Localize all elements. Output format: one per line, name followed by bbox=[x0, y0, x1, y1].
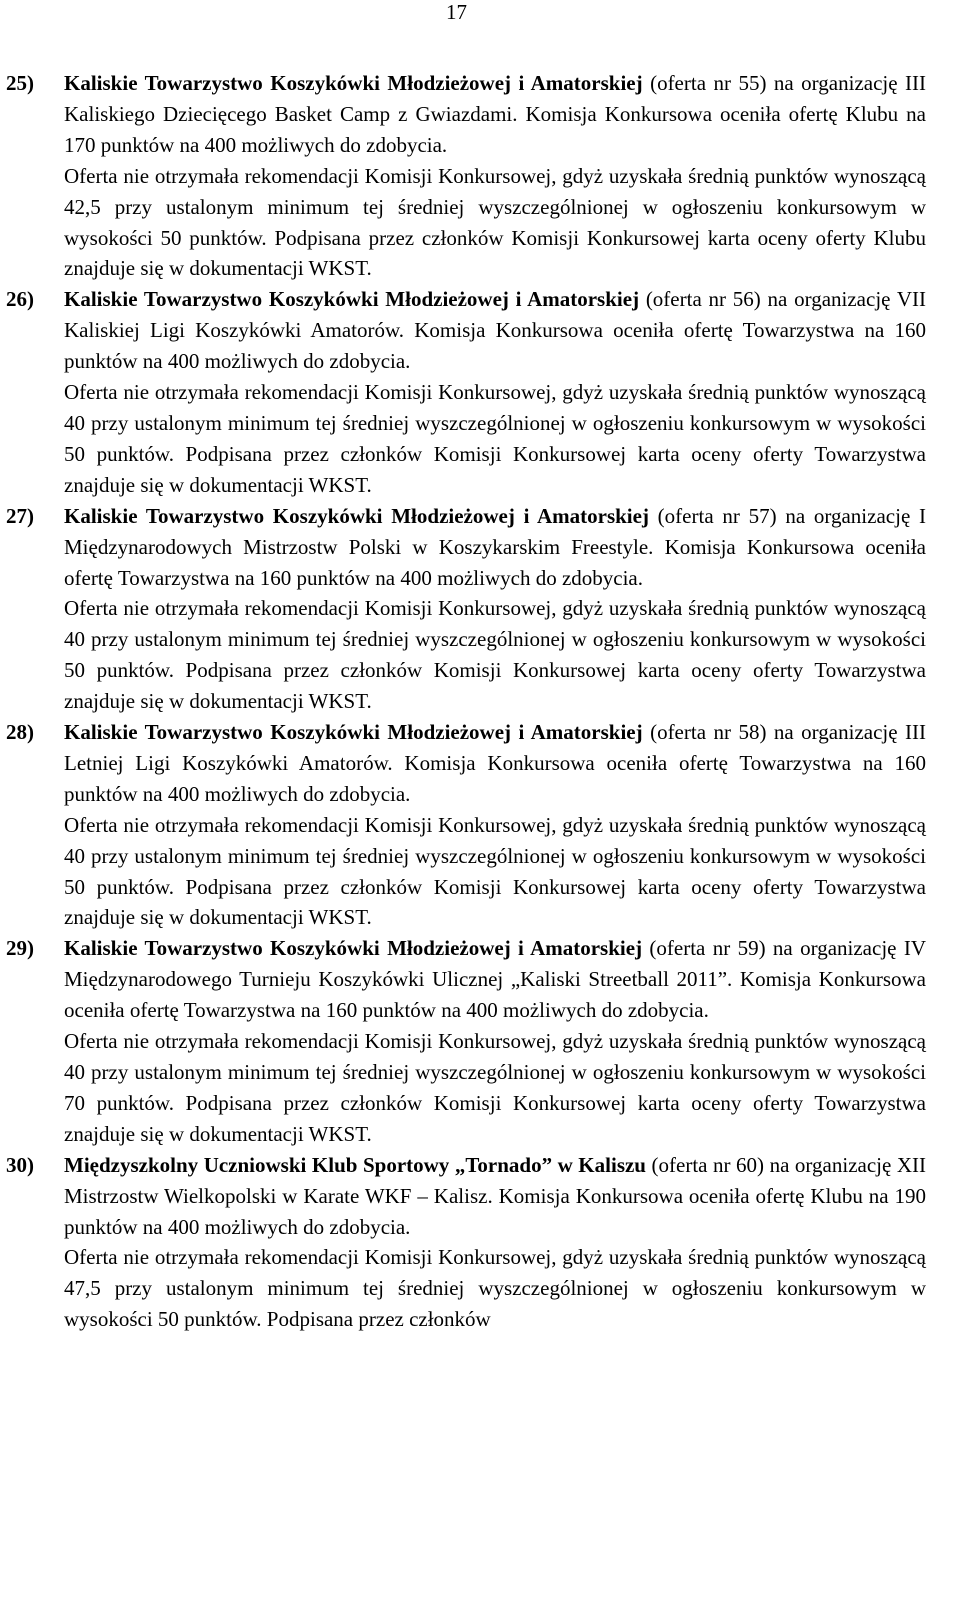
entry-description bbox=[64, 68, 926, 161]
entry-number: 25) bbox=[6, 71, 34, 95]
entry-text bbox=[64, 1150, 926, 1335]
offer-description: (oferta nr 56) na organizację VII Kaliskiej Ligi Koszykówki Amatorów. Komisja Konkursowa oceniła ofertę Towarzystwa na 160 punktów na 400 możliwych do zdobycia. bbox=[64, 287, 927, 374]
page-number: 17 bbox=[446, 0, 467, 24]
offer-description: (oferta nr 60) na organizację XII Mistrzostw Wielkopolski w Karate WKF – Kalisz. Komisja Konkursowa oceniła ofertę Klubu na 190 punktów na 400 możliwych do zdobycia. bbox=[64, 1152, 926, 1239]
entry-text bbox=[64, 68, 926, 284]
entry-text bbox=[64, 717, 926, 933]
entry-number: 26) bbox=[6, 287, 34, 312]
entry-number: 28) bbox=[6, 720, 34, 745]
recommendation-text: Oferta nie otrzymała rekomendacji Komisji Konkursowej, gdyż uzyskała średnią punktów wynoszącą 40 przy ustalonym minimum tej średniej wyszczególnionej w ogłoszeniu konkursowym w wysokości 50 punktów. Podpisana przez członków Komisji Konkursowej karta oceny oferty Towarzystwa znajduje się w dokumentacji WKST. bbox=[64, 380, 926, 497]
entry-text bbox=[64, 933, 926, 1149]
recommendation-text: Oferta nie otrzymała rekomendacji Komisji Konkursowej, gdyż uzyskała średnią punktów wynoszącą 40 przy ustalonym minimum tej średniej wyszczególnionej w ogłoszeniu konkursowym w wysokości 50 punktów. Podpisana przez członków Komisji Konkursowej karta oceny oferty Towarzystwa znajduje się w dokumentacji WKST. bbox=[64, 596, 926, 714]
entry-25 bbox=[0, 68, 960, 284]
entry-30 bbox=[0, 1150, 960, 1335]
organization-name: Kaliskie Towarzystwo Koszykówki Młodzieżowej i Amatorskiej bbox=[64, 720, 643, 745]
organization-name: Kaliskie Towarzystwo Koszykówki Młodzieżowej i Amatorskiej bbox=[64, 287, 640, 312]
organization-name: Kaliskie Towarzystwo Koszykówki Młodzieżowej i Amatorskiej bbox=[64, 71, 643, 95]
recommendation-text: Oferta nie otrzymała rekomendacji Komisji Konkursowej, gdyż uzyskała średnią punktów wynoszącą 47,5 przy ustalonym minimum tej średniej wyszczególnionej w ogłoszeniu konkursowym w wysokości 50 punktów. Podpisana przez członków bbox=[64, 1245, 926, 1332]
entry-description bbox=[64, 717, 926, 810]
organization-name: Międzyszkolny Uczniowski Klub Sportowy „Tornado” w Kaliszu bbox=[64, 1152, 646, 1177]
entry-description bbox=[64, 501, 926, 594]
entry-number: 29) bbox=[6, 936, 34, 961]
entry-text bbox=[64, 501, 926, 717]
entry-28 bbox=[0, 717, 960, 933]
document-body bbox=[0, 68, 960, 1335]
entry-description bbox=[64, 284, 926, 377]
entry-text bbox=[64, 284, 926, 500]
organization-name: Kaliskie Towarzystwo Koszykówki Młodzieżowej i Amatorskiej bbox=[64, 503, 649, 528]
entry-description bbox=[64, 1150, 926, 1243]
entry-number: 27) bbox=[6, 503, 34, 528]
offer-description: (oferta nr 55) na organizację III Kaliskiego Dziecięcego Basket Camp z Gwiazdami. Komisja Konkursowa oceniła ofertę Klubu na 170 punktów na 400 możliwych do zdobycia. bbox=[64, 71, 926, 157]
recommendation-text: Oferta nie otrzymała rekomendacji Komisji Konkursowej, gdyż uzyskała średnią punktów wynoszącą 40 przy ustalonym minimum tej średniej wyszczególnionej w ogłoszeniu konkursowym w wysokości 70 punktów. Podpisana przez członków Komisji Konkursowej karta oceny oferty Towarzystwa znajduje się w dokumentacji WKST. bbox=[64, 1029, 926, 1146]
recommendation-text: Oferta nie otrzymała rekomendacji Komisji Konkursowej, gdyż uzyskała średnią punktów wynoszącą 42,5 przy ustalonym minimum tej średniej wyszczególnionej w ogłoszeniu konkursowym w wysokości 50 punktów. Podpisana przez członków Komisji Konkursowej karta oceny oferty Klubu znajduje się w dokumentacji WKST. bbox=[64, 163, 926, 281]
organization-name: Kaliskie Towarzystwo Koszykówki Młodzieżowej i Amatorskiej bbox=[64, 936, 643, 961]
entry-26 bbox=[0, 284, 960, 500]
recommendation-text: Oferta nie otrzymała rekomendacji Komisji Konkursowej, gdyż uzyskała średnią punktów wynoszącą 40 przy ustalonym minimum tej średniej wyszczególnionej w ogłoszeniu konkursowym w wysokości 50 punktów. Podpisana przez członków Komisji Konkursowej karta oceny oferty Towarzystwa znajduje się w dokumentacji WKST. bbox=[64, 812, 926, 930]
entry-27 bbox=[0, 501, 960, 717]
offer-description: (oferta nr 57) na organizację I Międzynarodowych Mistrzostw Polski w Koszykarskim Freestyle. Komisja Konkursowa oceniła ofertę Towarzystwa na 160 punktów na 400 możliwych do zdobycia. bbox=[64, 503, 926, 590]
entry-description bbox=[64, 933, 926, 1026]
entry-number: 30) bbox=[6, 1152, 34, 1177]
offer-description: (oferta nr 59) na organizację IV Międzynarodowego Turnieju Koszykówki Ulicznej „Kaliski Streetball 2011”. Komisja Konkursowa oceniła ofertę Towarzystwa na 160 punktów na 400 możliwych do zdobycia. bbox=[64, 936, 926, 1023]
entry-29 bbox=[0, 933, 960, 1149]
offer-description: (oferta nr 58) na organizację III Letniej Ligi Koszykówki Amatorów. Komisja Konkursowa oceniła ofertę Towarzystwa na 160 punktów na 400 możliwych do zdobycia. bbox=[64, 720, 926, 806]
